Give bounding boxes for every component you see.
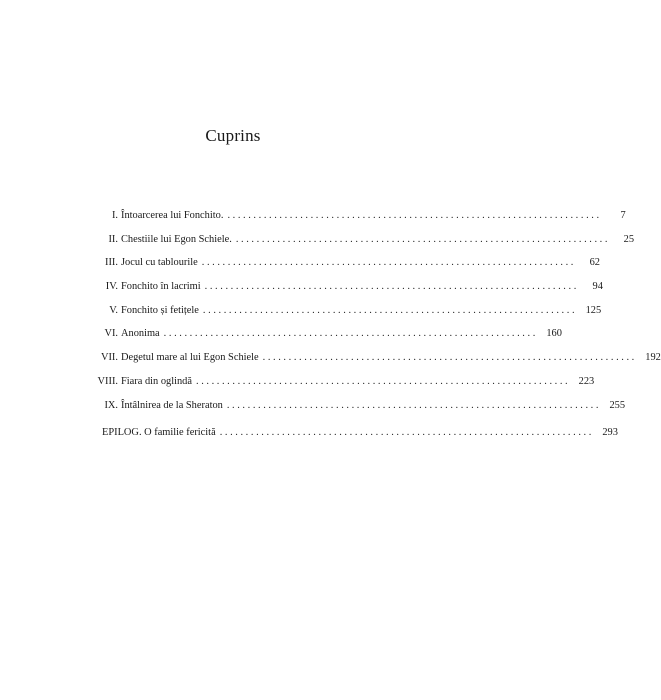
chapter-number: V. bbox=[109, 304, 118, 316]
chapter-title: Întoarcerea lui Fonchito. bbox=[121, 210, 224, 221]
toc-entry-9 bbox=[78, 399, 626, 424]
chapter-page: 125 bbox=[585, 304, 602, 316]
dot-leader: ........................................................................ bbox=[204, 281, 579, 293]
toc-entry-epilog bbox=[78, 427, 618, 451]
chapter-number: I. bbox=[111, 210, 118, 221]
chapter-page: 62 bbox=[589, 257, 600, 269]
chapter-number: IV. bbox=[105, 281, 118, 293]
dot-leader: ........................................................................ bbox=[202, 304, 578, 316]
chapter-number: VIII. bbox=[97, 375, 118, 387]
dot-leader: ........................................................................ bbox=[235, 233, 611, 245]
toc-entry-5 bbox=[78, 304, 602, 329]
chapter-number: VI. bbox=[104, 328, 118, 340]
toc-entry-8 bbox=[78, 375, 595, 400]
dot-leader: ........................................................................ bbox=[219, 427, 594, 439]
chapter-page: 255 bbox=[609, 399, 626, 411]
dot-leader: ........................................................................ bbox=[226, 399, 602, 411]
chapter-title: Jocul cu tablourile bbox=[121, 257, 198, 269]
dot-leader: ........................................................................ bbox=[227, 210, 602, 221]
chapter-title: Anonima bbox=[121, 328, 160, 340]
toc-entry-3 bbox=[78, 257, 600, 281]
dot-leader: ........................................................................ bbox=[196, 375, 571, 387]
chapter-page: 160 bbox=[546, 328, 562, 340]
chapter-number: IX. bbox=[104, 399, 118, 411]
toc-entry-4 bbox=[78, 281, 603, 305]
epilog-page: 293 bbox=[602, 427, 618, 439]
toc-entry-6 bbox=[78, 328, 562, 352]
page-title: Cuprins bbox=[205, 126, 261, 145]
dot-leader: ........................................................................ bbox=[201, 257, 576, 269]
dot-leader: ........................................................................ bbox=[163, 328, 538, 340]
toc-entry-7 bbox=[78, 352, 661, 376]
dot-leader: ........................................................................ bbox=[262, 352, 637, 364]
chapter-page: 7 bbox=[620, 210, 626, 221]
chapter-page: 192 bbox=[645, 352, 661, 364]
chapter-page: 94 bbox=[592, 281, 603, 293]
chapter-number: VII. bbox=[100, 352, 118, 364]
chapter-title: Degetul mare al lui Egon Schiele bbox=[121, 352, 259, 364]
chapter-title: Întâlnirea de la Sheraton bbox=[121, 399, 223, 411]
chapter-title: Fonchito și fetițele bbox=[121, 304, 199, 316]
chapter-title: Fonchito în lacrimi bbox=[121, 281, 201, 293]
epilog-title: EPILOG. O familie fericită bbox=[102, 427, 216, 439]
chapter-title: Fiara din oglindă bbox=[121, 375, 192, 387]
chapter-number: III. bbox=[105, 257, 118, 269]
chapter-page: 25 bbox=[623, 233, 635, 245]
chapter-page: 223 bbox=[578, 375, 595, 387]
chapter-number: II. bbox=[108, 233, 118, 245]
table-of-contents bbox=[78, 210, 661, 451]
toc-entry-2 bbox=[78, 233, 635, 258]
toc-entry-1 bbox=[78, 210, 626, 234]
chapter-title: Chestiile lui Egon Schiele. bbox=[121, 233, 232, 245]
